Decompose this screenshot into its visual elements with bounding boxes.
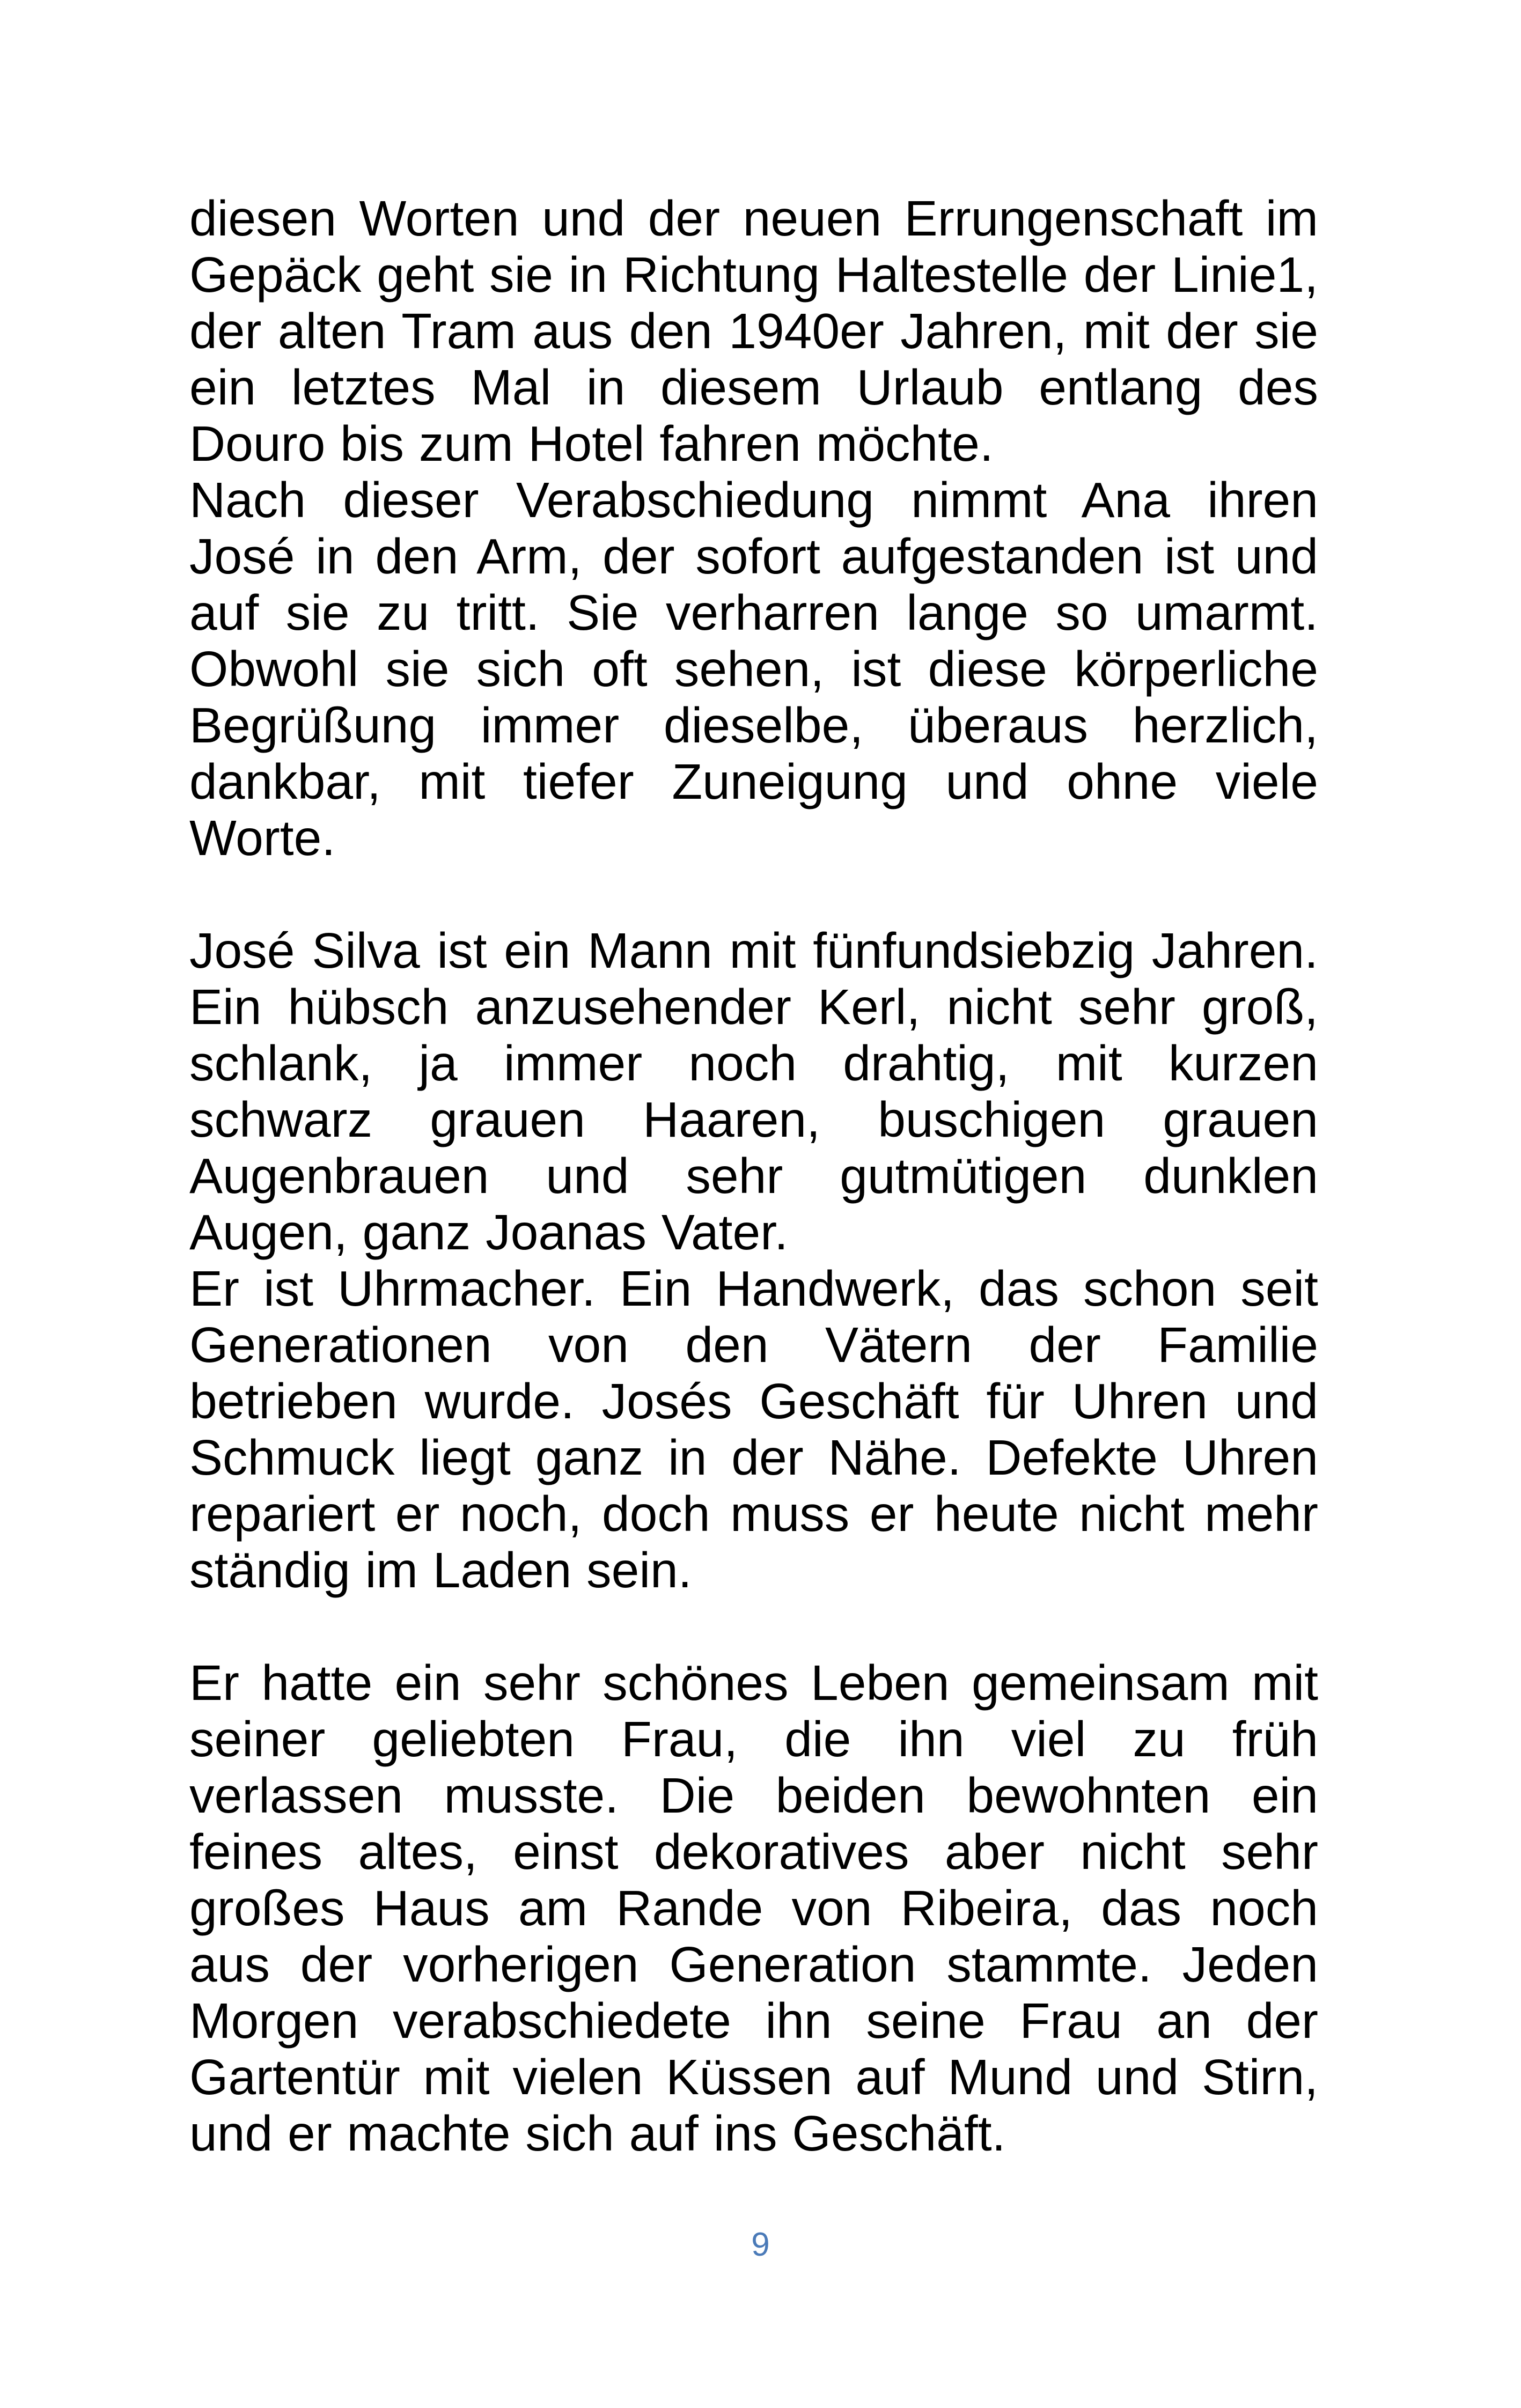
paragraph-jose-description: José Silva ist ein Mann mit fünfundsiebzig Jahren. Ein hübsch anzusehender Kerl, nicht sehr groß, schlank, ja immer noch drahtig, mit kurzen schwarz grauen Haaren, buschigen grauen Augenbrauen und sehr gutmütigen dunklen Augen, ganz Joanas Vater.	[189, 923, 1318, 1260]
paragraph-jose-watchmaker: Er ist Uhrmacher. Ein Handwerk, das schon seit Generationen von den Vätern der Familie betrieben wurde. Josés Geschäft für Uhren und Schmuck liegt ganz in der Nähe. Defekte Uhren repariert er noch, doch muss er heute nicht mehr ständig im Laden sein.	[189, 1261, 1318, 1598]
paragraph-jose-life: Er hatte ein sehr schönes Leben gemeinsam mit seiner geliebten Frau, die ihn viel zu früh verlassen musste. Die beiden bewohnten ein feines altes, einst dekoratives aber nicht sehr großes Haus am Rande von Ribeira, das noch aus der vorherigen Generation stammte. Jeden Morgen verabschiedete ihn seine Frau an der Gartentür mit vielen Küssen auf Mund und Stirn, und er machte sich auf ins Geschäft.	[189, 1655, 1318, 2161]
paragraph-ana-jose-embrace: Nach dieser Verabschiedung nimmt Ana ihren José in den Arm, der sofort aufgestanden ist und auf sie zu tritt. Sie verharren lange so umarmt. Obwohl sie sich oft sehen, ist diese körperliche Begrüßung immer dieselbe, überaus herzlich, dankbar, mit tiefer Zuneigung und ohne viele Worte.	[189, 472, 1318, 866]
body-text	[189, 190, 1318, 2162]
paragraph-tram-departure: diesen Worten und der neuen Errungenschaft im Gepäck geht sie in Richtung Haltestelle der Linie1, der alten Tram aus den 1940er Jahren, mit der sie ein letztes Mal in diesem Urlaub entlang des Douro bis zum Hotel fahren möchte.	[189, 190, 1318, 472]
page-number: 9	[751, 2226, 770, 2263]
